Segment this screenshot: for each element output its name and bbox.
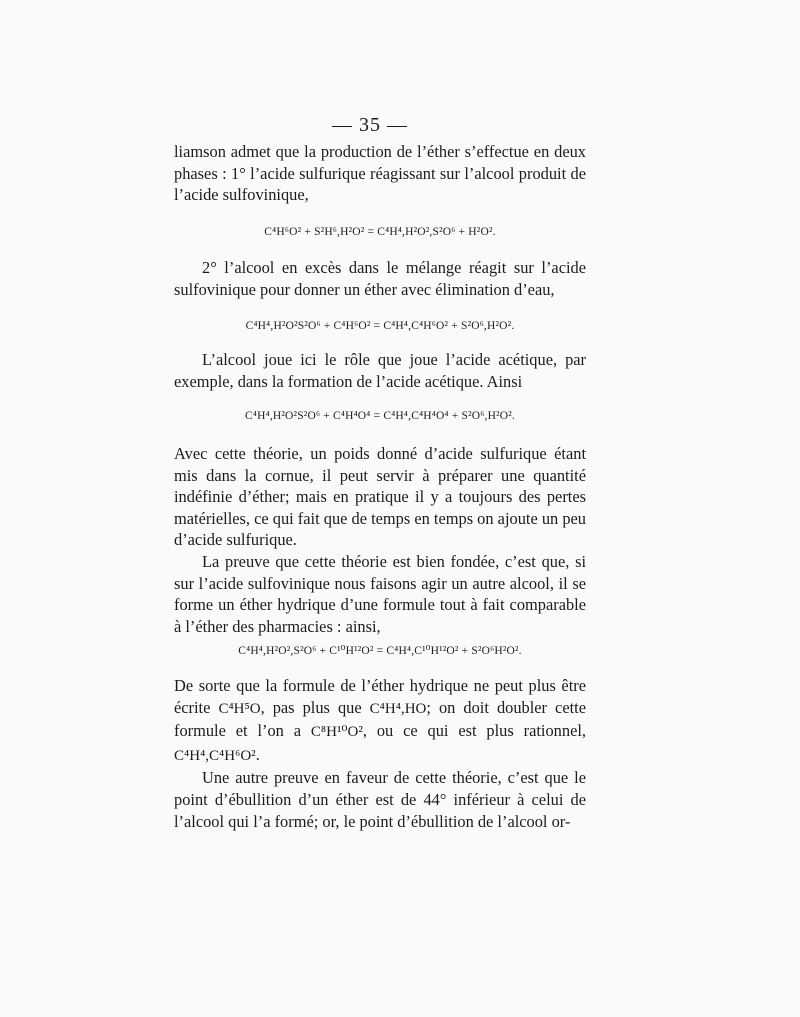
inline-formula: C⁴H⁴,C⁴H⁶O² (174, 747, 256, 764)
paragraph-text: Avec cette théorie, un poids donné d’acide sulfurique étant mis dans la cornue, il peut servir à préparer une quantité indéfinie d’éther; mais en pratique il y a toujours des pertes matérielles, ce qui fait que de temps en temps on ajoute un peu d’acide sulfurique. (174, 444, 586, 550)
formula-acetic-example: C⁴H⁴,H²O²S²O⁶ + C⁴H⁴O⁴ = C⁴H⁴,C⁴H⁴O⁴ + S²O⁶,H²O². (245, 410, 515, 422)
formula-other-alcohol: C⁴H⁴,H²O²,S²O⁶ + C¹⁰H¹²O² = C⁴H⁴,C¹⁰H¹²O² + S²O⁶H²O². (238, 645, 522, 657)
paragraph-text: 2° l’alcool en excès dans le mélange réagit sur l’acide sulfovinique pour donner un éther avec élimination d’eau, (174, 258, 586, 299)
paragraph-intro (174, 141, 586, 206)
inline-formula: C⁴H⁴,HO (369, 700, 427, 717)
inline-formula: C⁴H⁵O (218, 700, 261, 717)
formula-sulfovinic-formation: C⁴H⁶O² + S²H⁶,H²O² = C⁴H⁴,H²O²,S²O⁶ + H²O². (264, 226, 496, 238)
paragraph-text: La preuve que cette théorie est bien fondée, c’est que, si sur l’acide sulfovinique nous faisons agir un autre alcool, il se forme un éther hydrique d’une formule tout à fait comparable à l’éther des pharmacies : ainsi, (174, 551, 586, 636)
paragraph-text: Une autre preuve en faveur de cette théorie, c’est que le point d’ébullition d’un éther est de 44° inférieur à celui de l’alcool qui l’a formé; or, le point d’ébullition de l’alcool or- (174, 768, 586, 831)
formula-ether-formation: C⁴H⁴,H²O²S²O⁶ + C⁴H⁶O² = C⁴H⁴,C⁴H⁶O² + S²O⁶,H²O². (245, 320, 515, 332)
paragraph-theory-block (174, 443, 586, 637)
paragraph-text: L’alcool joue ici le rôle que joue l’acide acétique, par exemple, dans la formation de l’acide acétique. Ainsi (174, 350, 586, 391)
paragraph-second-phase (174, 257, 586, 300)
inline-formula: C⁸H¹⁰O² (310, 724, 363, 741)
paragraph-conclusion-block (174, 675, 586, 832)
page-number: — 35 — (332, 114, 408, 136)
paragraph-acetic-analogy (174, 349, 586, 392)
paragraph-formula-discussion: De sorte que la formule de l’éther hydrique ne peut plus être écrite C⁴H⁵O, pas plus que C⁴H⁴,HO; on doit doubler cette formule et l’on a C⁸H¹⁰O², ou ce qui est plus rationnel, C⁴H⁴,C⁴H⁶O². (174, 676, 586, 764)
paragraph-text: liamson admet que la production de l’éther s’effectue en deux phases : 1° l’acide sulfurique réagissant sur l’alcool produit de l’acide sulfovinique, (174, 142, 586, 205)
